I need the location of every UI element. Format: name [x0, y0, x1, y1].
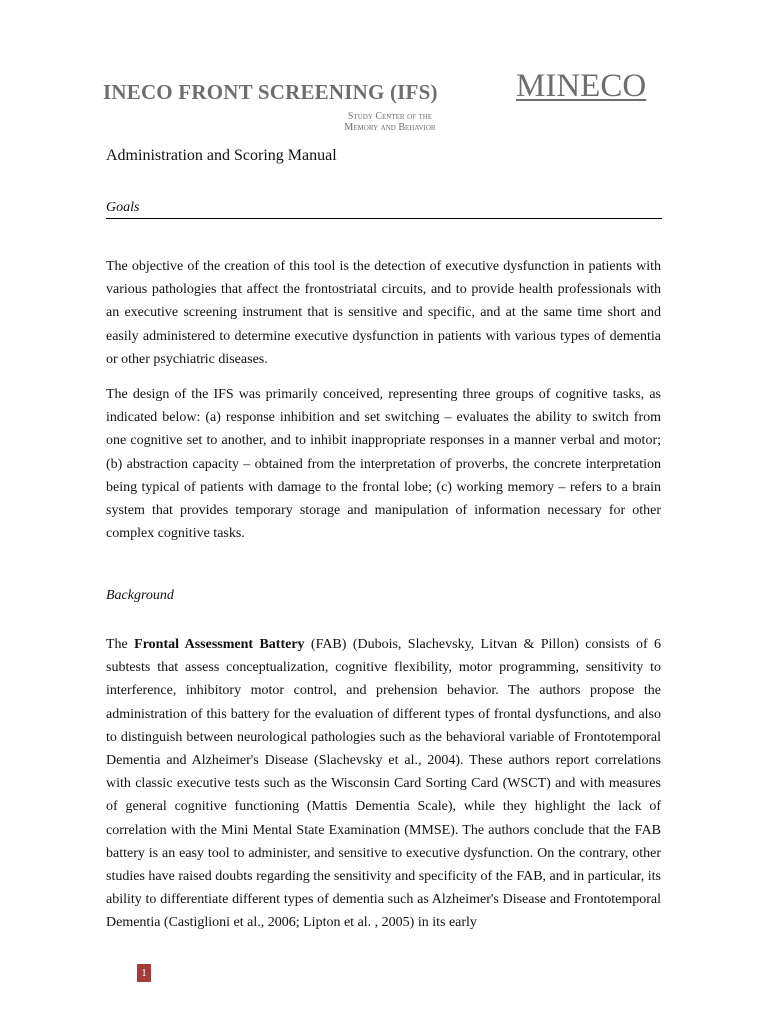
subtitle-line-2: Memory and Behavior: [344, 122, 436, 133]
goals-paragraph-1: The objective of the creation of this tool is the detection of executive dysfunction in patients with various pathologies that affect the frontostriatal circuits, and to provide health professionals with an executive screening instrument that is sensitive and specific, and at the same time short and easily administered to determine executive dysfunction in patients with various types of dementia or other psychiatric diseases.: [106, 259, 661, 367]
document-title: Administration and Scoring Manual: [106, 147, 337, 164]
study-center-subtitle: [320, 111, 460, 133]
goals-paragraph-2: The design of the IFS was primarily conceived, representing three groups of cognitive tasks, as indicated below: (a) response inhibition and set switching – evaluates the ability to switch from one cognitive set to another, and to inhibit inappropriate responses in a manner verbal and motor; (b) abstraction capacity – obtained from the interpretation of proverbs, the concrete interpretation being typical of patients with damage to the frontal lobe; (c) working memory – refers to a brain system that provides temporary storage and manipulation of information necessary for other complex cognitive tasks.: [106, 387, 661, 542]
mineco-logo: MINECO: [516, 68, 647, 104]
goals-heading: Goals: [106, 200, 662, 219]
background-heading: Background: [106, 588, 174, 603]
background-paragraph-1: [106, 633, 661, 935]
fab-bold-term: Frontal Assessment Battery: [134, 637, 305, 652]
subtitle-line-1: Study Center of the: [347, 111, 433, 122]
document-header-title: INECO FRONT SCREENING (IFS): [103, 80, 438, 104]
background-lead-text: The: [106, 637, 135, 652]
background-body-text: (FAB) (Dubois, Slachevsky, Litvan & Pillon) consists of 6 subtests that assess conceptualization, cognitive flexibility, motor programming, sensitivity to interference, inhibitory motor control, and prehension behavior. The authors propose the administration of this battery for the evaluation of different types of frontal dysfunctions, and also to distinguish between neurological pathologies such as the behavioral variable of Frontotemporal Dementia and Alzheimer's Disease (Slachevsky et al., 2004). These authors report correlations with classic executive tests such as the Wisconsin Card Sorting Card (WSCT) and with measures of general cognitive functioning (Mattis Dementia Scale), while they highlight the lack of correlation with the Mini Mental State Examination (MMSE). The authors conclude that the FAB battery is an easy tool to administer, and sensitive to executive dysfunction. On the contrary, other studies have raised doubts regarding the sensitivity and specificity of the FAB, and in particular, its ability to differentiate different types of dementia such as Alzheimer's Disease and Frontotemporal Dementia (Castiglioni et al., 2006; Lipton et al. , 2005) in its early: [106, 637, 662, 931]
page-number-badge: 1: [137, 964, 151, 982]
